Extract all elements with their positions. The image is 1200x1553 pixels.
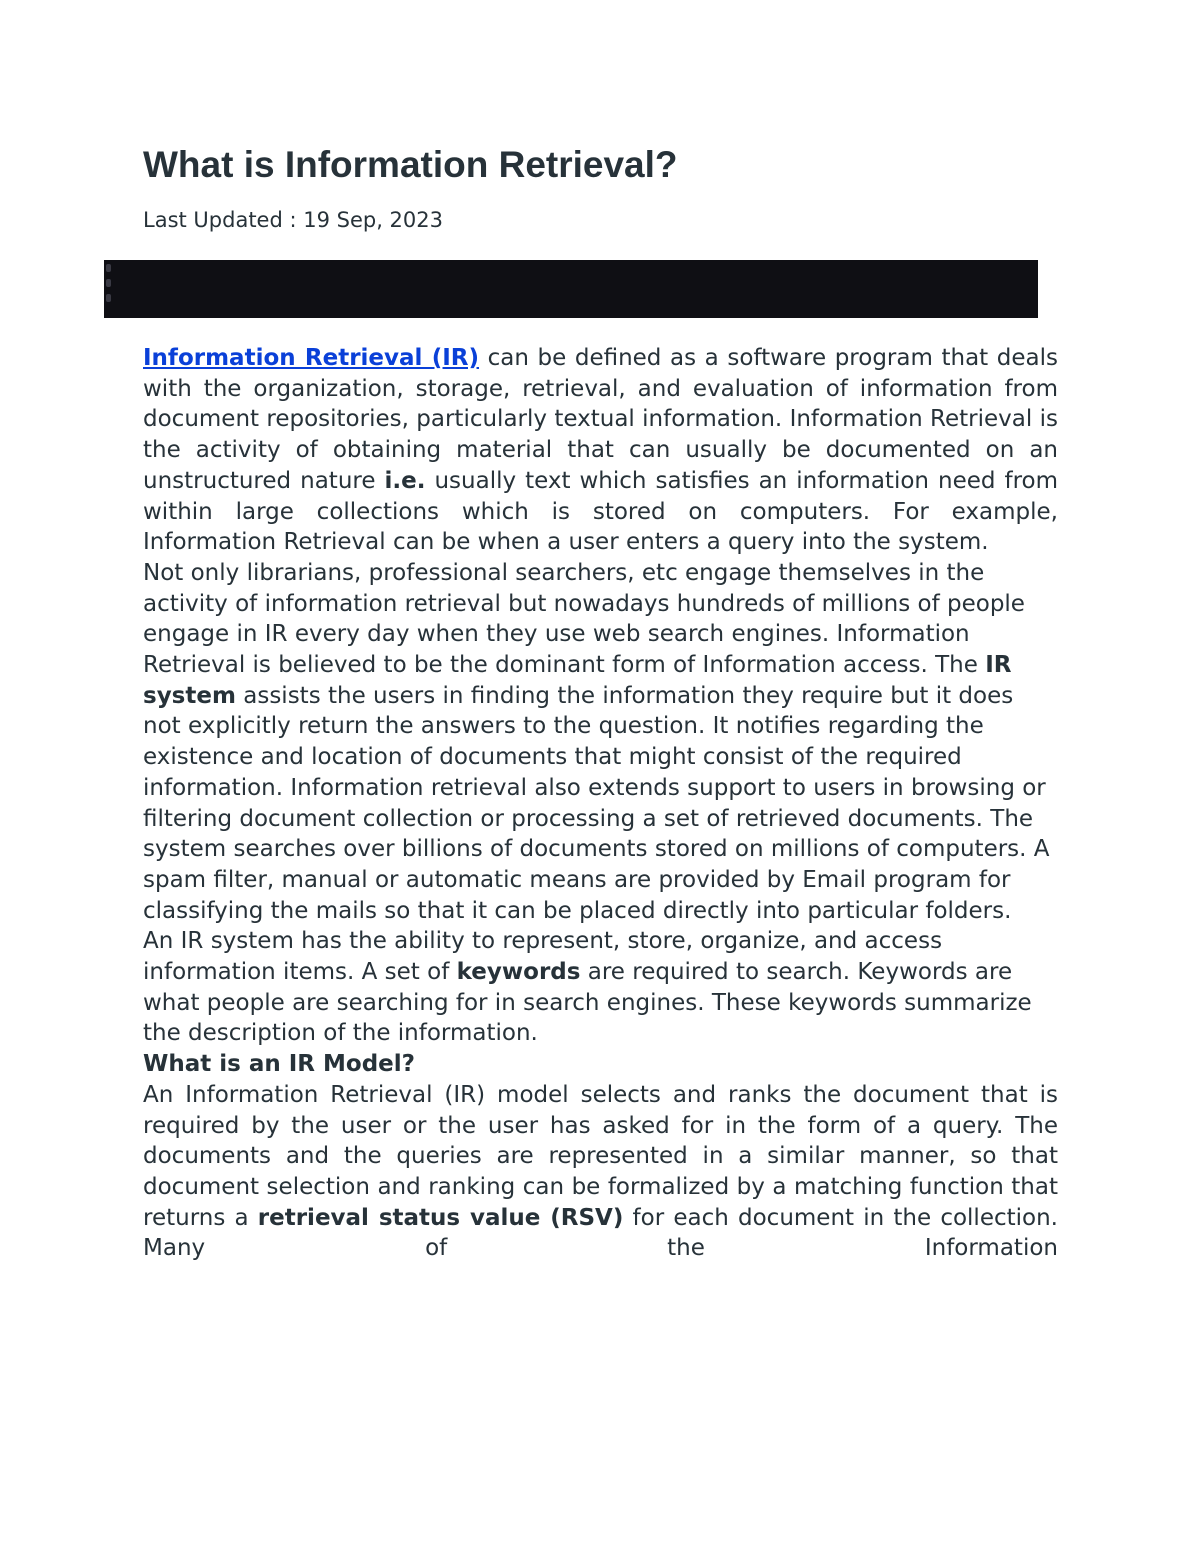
paragraph-ir-model-text-b: for each document in the collection. Many of the Information	[143, 1204, 1058, 1262]
paragraph-ir-usage-text-b: assists the users in finding the information they require but it does not explicitly return the answers to the question. It notifies regarding the existence and location of documents that might consist of the required information. Information retrieval also extends support to users in browsing or filtering document collection or processing a set of retrieved documents. The system searches over billions of documents stored on millions of computers. A spam filter, manual or automatic means are provided by Email program for classifying the mails so that it can be placed directly into particular folders.	[143, 682, 1050, 924]
more-options-icon[interactable]	[106, 264, 112, 309]
paragraph-ir-system-text-b: are required to search. Keywords are what people are searching for in search engines. These keywords summarize the description of the information.	[143, 959, 1032, 1047]
paragraph-ir-usage-text-a: Not only librarians, professional searchers, etc engage themselves in the activity of information retrieval but nowadays hundreds of millions of people engage in IR every day when they use web search engines. Information Retrieval is believed to be the dominant form of Information access. The	[143, 559, 1025, 679]
paragraph-intro-bold-ie: i.e.	[384, 467, 426, 494]
paragraph-ir-system	[143, 926, 1058, 1049]
paragraph-ir-model-bold: retrieval status value (RSV)	[257, 1204, 624, 1231]
paragraph-intro-text-a: can be defined as a software program that deals with the organization, storage, retrieval, and evaluation of information from document repositories, particularly textual information. Information Retrieval is the activity of obtaining material that can usually be documented on an unstructured nature	[143, 345, 1058, 494]
paragraph-ir-system-bold: keywords	[456, 959, 581, 986]
page-title: What is Information Retrieval?	[143, 144, 678, 185]
paragraph-ir-system-text-a: An IR system has the ability to represent, store, organize, and access information items. A set of	[143, 928, 943, 986]
paragraph-ir-model-text-a: An Information Retrieval (IR) model selects and ranks the document that is required by the user or the user has asked for in the form of a query. The documents and the queries are represented in a similar manner, so that document selection and ranking can be formalized by a matching function that returns a	[143, 1081, 1058, 1231]
paragraph-ir-usage	[143, 558, 1058, 926]
ad-banner[interactable]	[104, 260, 1038, 318]
paragraph-ir-model	[143, 1080, 1058, 1264]
ir-definition-link[interactable]: Information Retrieval (IR)	[143, 345, 480, 371]
paragraph-intro	[143, 343, 1058, 558]
article-body	[143, 343, 1058, 1264]
section-heading-ir-model: What is an IR Model?	[143, 1051, 416, 1078]
paragraph-ir-usage-bold: IR system	[143, 652, 1012, 709]
paragraph-intro-text-b: usually text which satisfies an information need from within large collections which is stored on computers. For example, Information Retrieval can be when a user enters a query into the system.	[143, 467, 1058, 556]
last-updated-date: Last Updated : 19 Sep, 2023	[143, 208, 443, 232]
